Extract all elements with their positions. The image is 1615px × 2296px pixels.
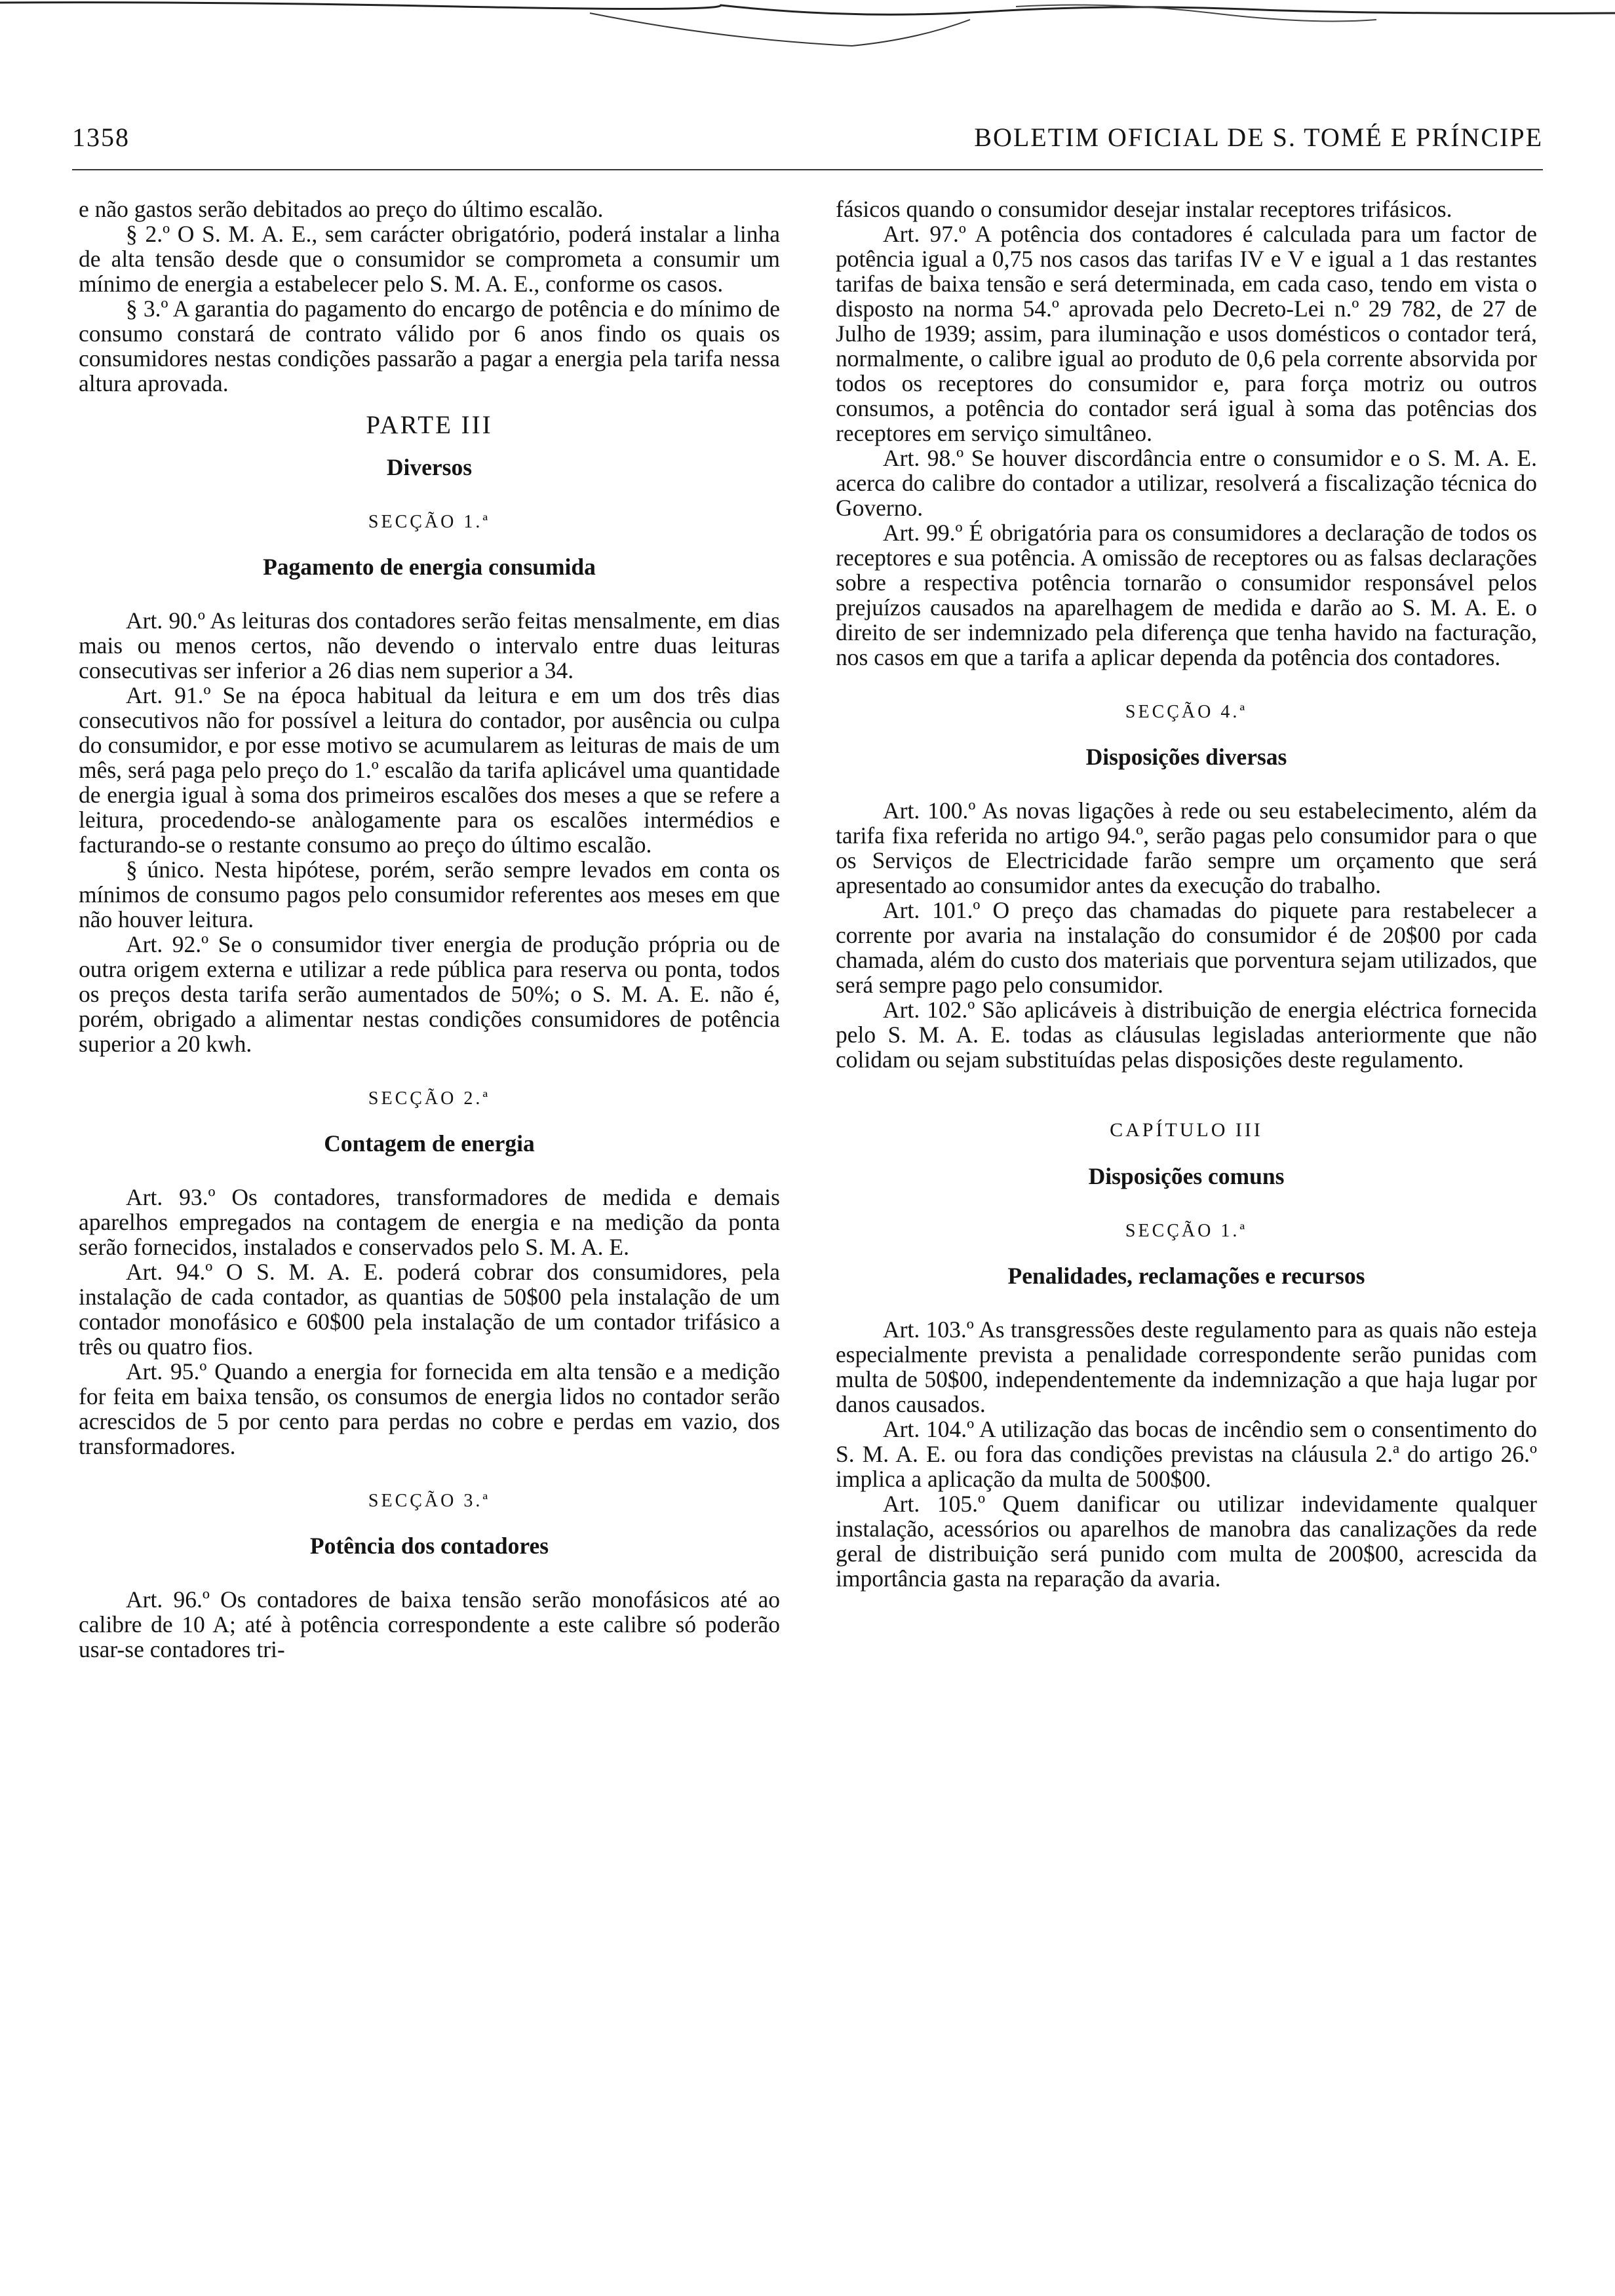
article-103: Art. 103.º As transgressões deste regulamento para as quais não esteja especialmente prevista a penalidade correspondente serão punidas com multa de 50$00, independentemente da indemnização a que haja lugar por danos causados. bbox=[836, 1316, 1537, 1417]
right-column bbox=[836, 197, 1537, 1591]
page-header bbox=[72, 118, 1543, 164]
article-104: Art. 104.º A utilização das bocas de incêndio sem o consentimento do S. M. A. E. ou fora das condições previstas na cláusula 2.ª do artigo 26.º implica a aplicação da multa de 500$00. bbox=[836, 1416, 1537, 1492]
article-91-paragraph: § único. Nesta hipótese, porém, serão sempre levados em conta os mínimos de consumo pagos pelo consumidor referentes aos meses em que não houver leitura. bbox=[79, 856, 780, 932]
paragraph: e não gastos serão debitados ao preço do último escalão. bbox=[79, 196, 604, 222]
article-101: Art. 101.º O preço das chamadas do piquete para restabelecer a corrente por avaria na instalação do consumidor é de 20$00 por cada chamada, além do custo dos materiais que porventura sejam utilizados, que será sempre pago pelo consumidor. bbox=[836, 897, 1537, 998]
article-96: Art. 96.º Os contadores de baixa tensão serão monofásicos até ao calibre de 10 A; até à potência correspondente a este calibre só poderão usar-se contadores tri- bbox=[79, 1586, 780, 1662]
section-title: Disposições diversas bbox=[1085, 744, 1287, 770]
section-title: Potência dos contadores bbox=[309, 1533, 549, 1559]
chapter-heading: CAPÍTULO III bbox=[1110, 1119, 1263, 1141]
section-label: SECÇÃO 1.ª bbox=[368, 512, 491, 532]
article-105: Art. 105.º Quem danificar ou utilizar indevidamente qualquer instalação, acessórios ou aparelhos de manobra das canalizações da rede geral de distribuição será punido com multa de 200$00, acrescida da importância gasta na reparação da avaria. bbox=[836, 1491, 1537, 1592]
scan-edge-artifact bbox=[0, 0, 1615, 59]
paragraph: § 3.º A garantia do pagamento do encargo de potência e do mínimo de consumo constará de contrato válido por 6 anos findo os quais os consumidores nestas condições passarão a pagar a energia pela tarifa nessa altura aprovada. bbox=[79, 296, 780, 396]
article-91: Art. 91.º Se na época habitual da leitura e em um dos três dias consecutivos não for possível a leitura do contador, por ausência ou culpa do consumidor, e por esse motivo se acumularem as leituras de mais de um mês, será paga pelo preço do 1.º escalão da tarifa aplicável uma quantidade de energia igual à soma dos primeiros escalões dos meses a que se refere a leitura, procedendo-se anàlogamente para os escalões intermédios e facturando-se o restante consumo ao preço do último escalão. bbox=[79, 682, 780, 858]
running-title: BOLETIM OFICIAL DE S. TOMÉ E PRÍNCIPE bbox=[974, 123, 1543, 152]
section-title: Contagem de energia bbox=[324, 1130, 535, 1157]
chapter-title: Disposições comuns bbox=[1088, 1163, 1285, 1189]
section-label: SECÇÃO 3.ª bbox=[368, 1491, 491, 1511]
article-102: Art. 102.º São aplicáveis à distribuição de energia eléctrica fornecida pelo S. M. A. E. todas as cláusulas legisladas anteriormente que não colidam ou sejam substituídas pelas disposições deste regulamento. bbox=[836, 997, 1537, 1073]
paragraph: § 2.º O S. M. A. E., sem carácter obrigatório, poderá instalar a linha de alta tensão desde que o consumidor se comprometa a consumir um mínimo de energia a estabelecer pelo S. M. A. E., conforme os casos. bbox=[79, 221, 780, 297]
section-label: SECÇÃO 2.ª bbox=[368, 1088, 491, 1109]
part-heading: PARTE III bbox=[366, 411, 493, 439]
article-100: Art. 100.º As novas ligações à rede ou seu estabelecimento, além da tarifa fixa referida no artigo 94.º, serão pagas pelo consumidor para o que os Serviços de Electricidade farão sempre um orçamento que será apresentado ao consumidor antes da execução do trabalho. bbox=[836, 797, 1537, 898]
section-title: Penalidades, reclamações e recursos bbox=[1007, 1263, 1365, 1289]
article-95: Art. 95.º Quando a energia for fornecida em alta tensão e a medição for feita em baixa tensão, os consumos de energia lidos no contador serão acrescidos de 5 por cento para perdas no cobre e perdas em vazio, dos transformadores. bbox=[79, 1358, 780, 1459]
header-divider bbox=[72, 169, 1543, 170]
paragraph: fásicos quando o consumidor desejar instalar receptores trifásicos. bbox=[836, 196, 1452, 222]
article-93: Art. 93.º Os contadores, transformadores de medida e demais aparelhos empregados na contagem de energia e na medição da ponta serão fornecidos, instalados e conservados pelo S. M. A. E. bbox=[79, 1184, 780, 1260]
part-title: Diversos bbox=[386, 454, 473, 480]
article-98: Art. 98.º Se houver discordância entre o consumidor e o S. M. A. E. acerca do calibre do contador a utilizar, resolverá a fiscalização técnica do Governo. bbox=[836, 445, 1537, 521]
section-title: Pagamento de energia consumida bbox=[263, 554, 596, 580]
section-label: SECÇÃO 1.ª bbox=[1125, 1221, 1248, 1241]
article-90: Art. 90.º As leituras dos contadores serão feitas mensalmente, em dias mais ou menos certos, não devendo o intervalo entre duas leituras consecutivas ser inferior a 26 dias nem superior a 34. bbox=[79, 607, 780, 683]
left-column bbox=[79, 197, 780, 1662]
section-label: SECÇÃO 4.ª bbox=[1125, 702, 1248, 722]
page-number: 1358 bbox=[72, 123, 130, 152]
article-92: Art. 92.º Se o consumidor tiver energia de produção própria ou de outra origem externa e utilizar a rede pública para reserva ou ponta, todos os preços desta tarifa serão aumentados de 50%; o S. M. A. E. não é, porém, obrigado a alimentar nestas condições consumidores de potência superior a 20 kwh. bbox=[79, 931, 780, 1057]
article-97: Art. 97.º A potência dos contadores é calculada para um factor de potência igual a 0,75 nos casos das tarifas IV e V e igual a 1 das restantes tarifas de baixa tensão e será determinada, em cada caso, tendo em vista o disposto na norma 54.º aprovada pelo Decreto-Lei n.º 29 782, de 27 de Julho de 1939; assim, para iluminação e usos domésticos o contador terá, normalmente, o calibre igual ao produto de 0,6 pela corrente absorvida por todos os receptores do consumidor e, para força motriz ou outros consumos, a potência do contador será igual à soma das potências dos receptores em serviço simultâneo. bbox=[836, 221, 1537, 446]
article-94: Art. 94.º O S. M. A. E. poderá cobrar dos consumidores, pela instalação de cada contador, as quantias de 50$00 pela instalação de um contador monofásico e 60$00 pela instalação de um contador trifásico a três ou quatro fios. bbox=[79, 1259, 780, 1360]
article-99: Art. 99.º É obrigatória para os consumidores a declaração de todos os receptores e sua potência. A omissão de receptores ou as falsas declarações sobre a respectiva potência tornarão o consumidor responsável pelos prejuízos causados na aparelhagem de medida e darão ao S. M. A. E. o direito de ser indemnizado pela diferença que tenha havido na facturação, nos casos em que a tarifa a aplicar dependa da potência dos contadores. bbox=[836, 520, 1537, 670]
